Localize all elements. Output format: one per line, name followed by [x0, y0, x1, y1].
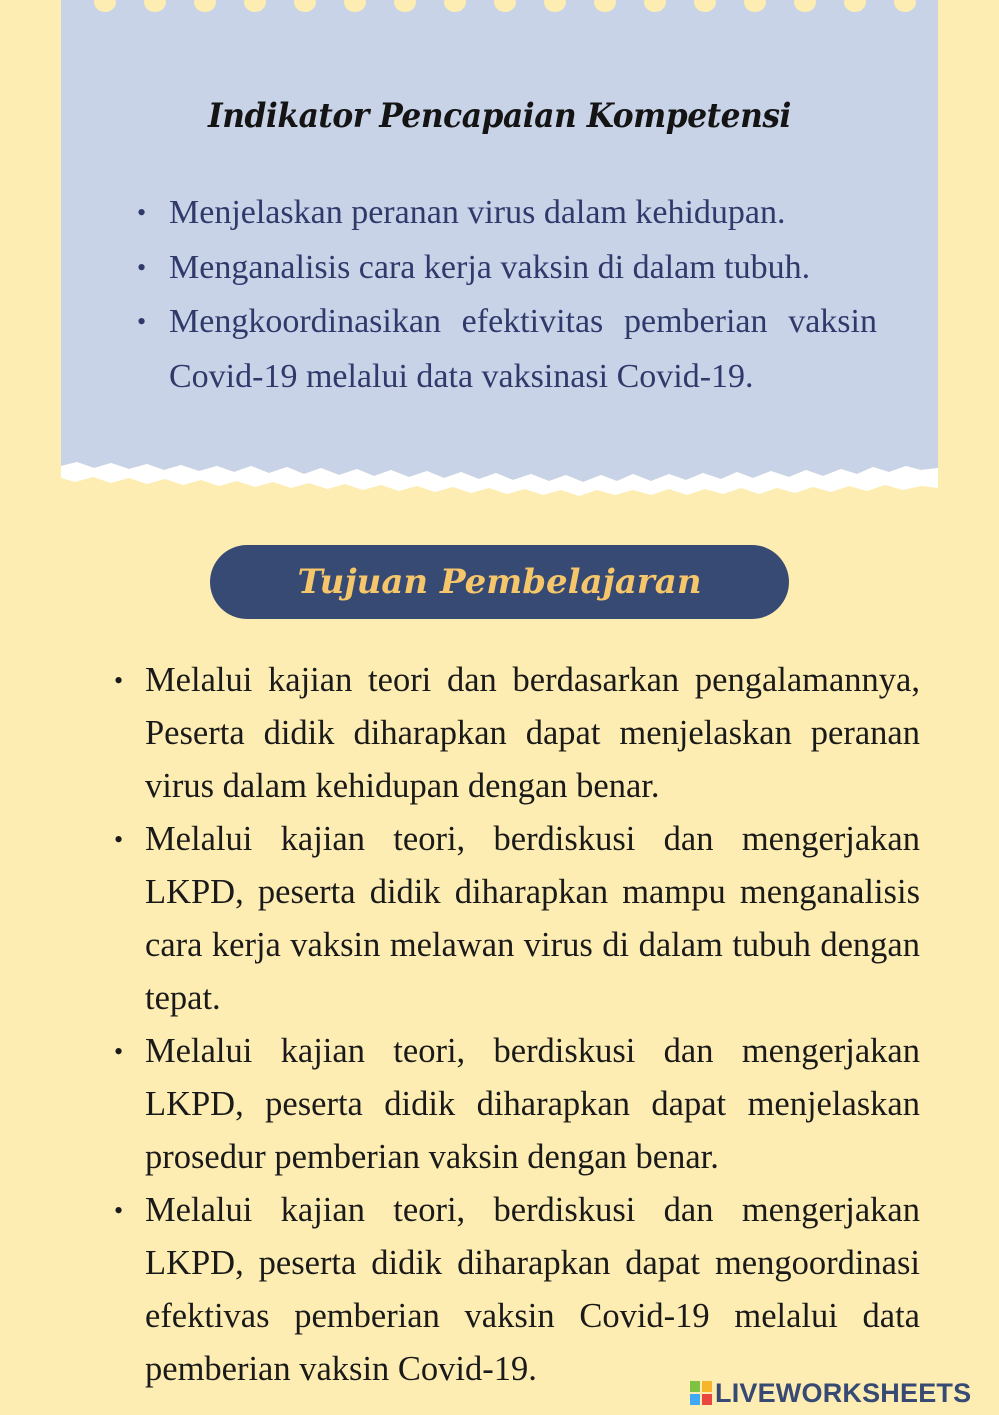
list-item: • Mengkoordinasikan efektivitas pemberian vaksin Covid-19 melalui data vaksinasi Covid-19. — [137, 295, 877, 404]
liveworksheets-brand — [690, 1373, 971, 1413]
liveworksheets-text: LIVEWORKSHEETS — [715, 1377, 972, 1408]
list-item: • Melalui kajian teori dan berdasarkan pengalamannya, Peserta didik diharapkan dapat menjelaskan peranan virus dalam kehidupan dengan benar. — [112, 654, 920, 813]
liveworksheets-logo-icon — [690, 1381, 712, 1405]
tujuan-header-pill — [210, 545, 789, 619]
list-item: • Menjelaskan peranan virus dalam kehidupan. — [137, 186, 877, 241]
indikator-title: Indikator Pencapaian Kompetensi — [208, 96, 791, 136]
tujuan-title: Tujuan Pembelajaran — [297, 562, 702, 602]
list-item: • Menganalisis cara kerja vaksin di dalam tubuh. — [137, 241, 877, 296]
binder-holes — [0, 0, 999, 20]
list-item: • Melalui kajian teori, berdiskusi dan mengerjakan LKPD, peserta didik diharapkan dapat menjelaskan prosedur pemberian vaksin dengan benar. — [112, 1025, 920, 1184]
list-item: • Melalui kajian teori, berdiskusi dan mengerjakan LKPD, peserta didik diharapkan mampu menganalisis cara kerja vaksin melawan virus di dalam tubuh dengan tepat. — [112, 813, 920, 1025]
tujuan-list — [112, 654, 920, 1396]
indikator-list — [137, 186, 877, 404]
list-item: • Melalui kajian teori, berdiskusi dan mengerjakan LKPD, peserta didik diharapkan dapat mengoordinasi efektivas pemberian vaksin Covid-19 melalui data pemberian vaksin Covid-19. — [112, 1184, 920, 1396]
